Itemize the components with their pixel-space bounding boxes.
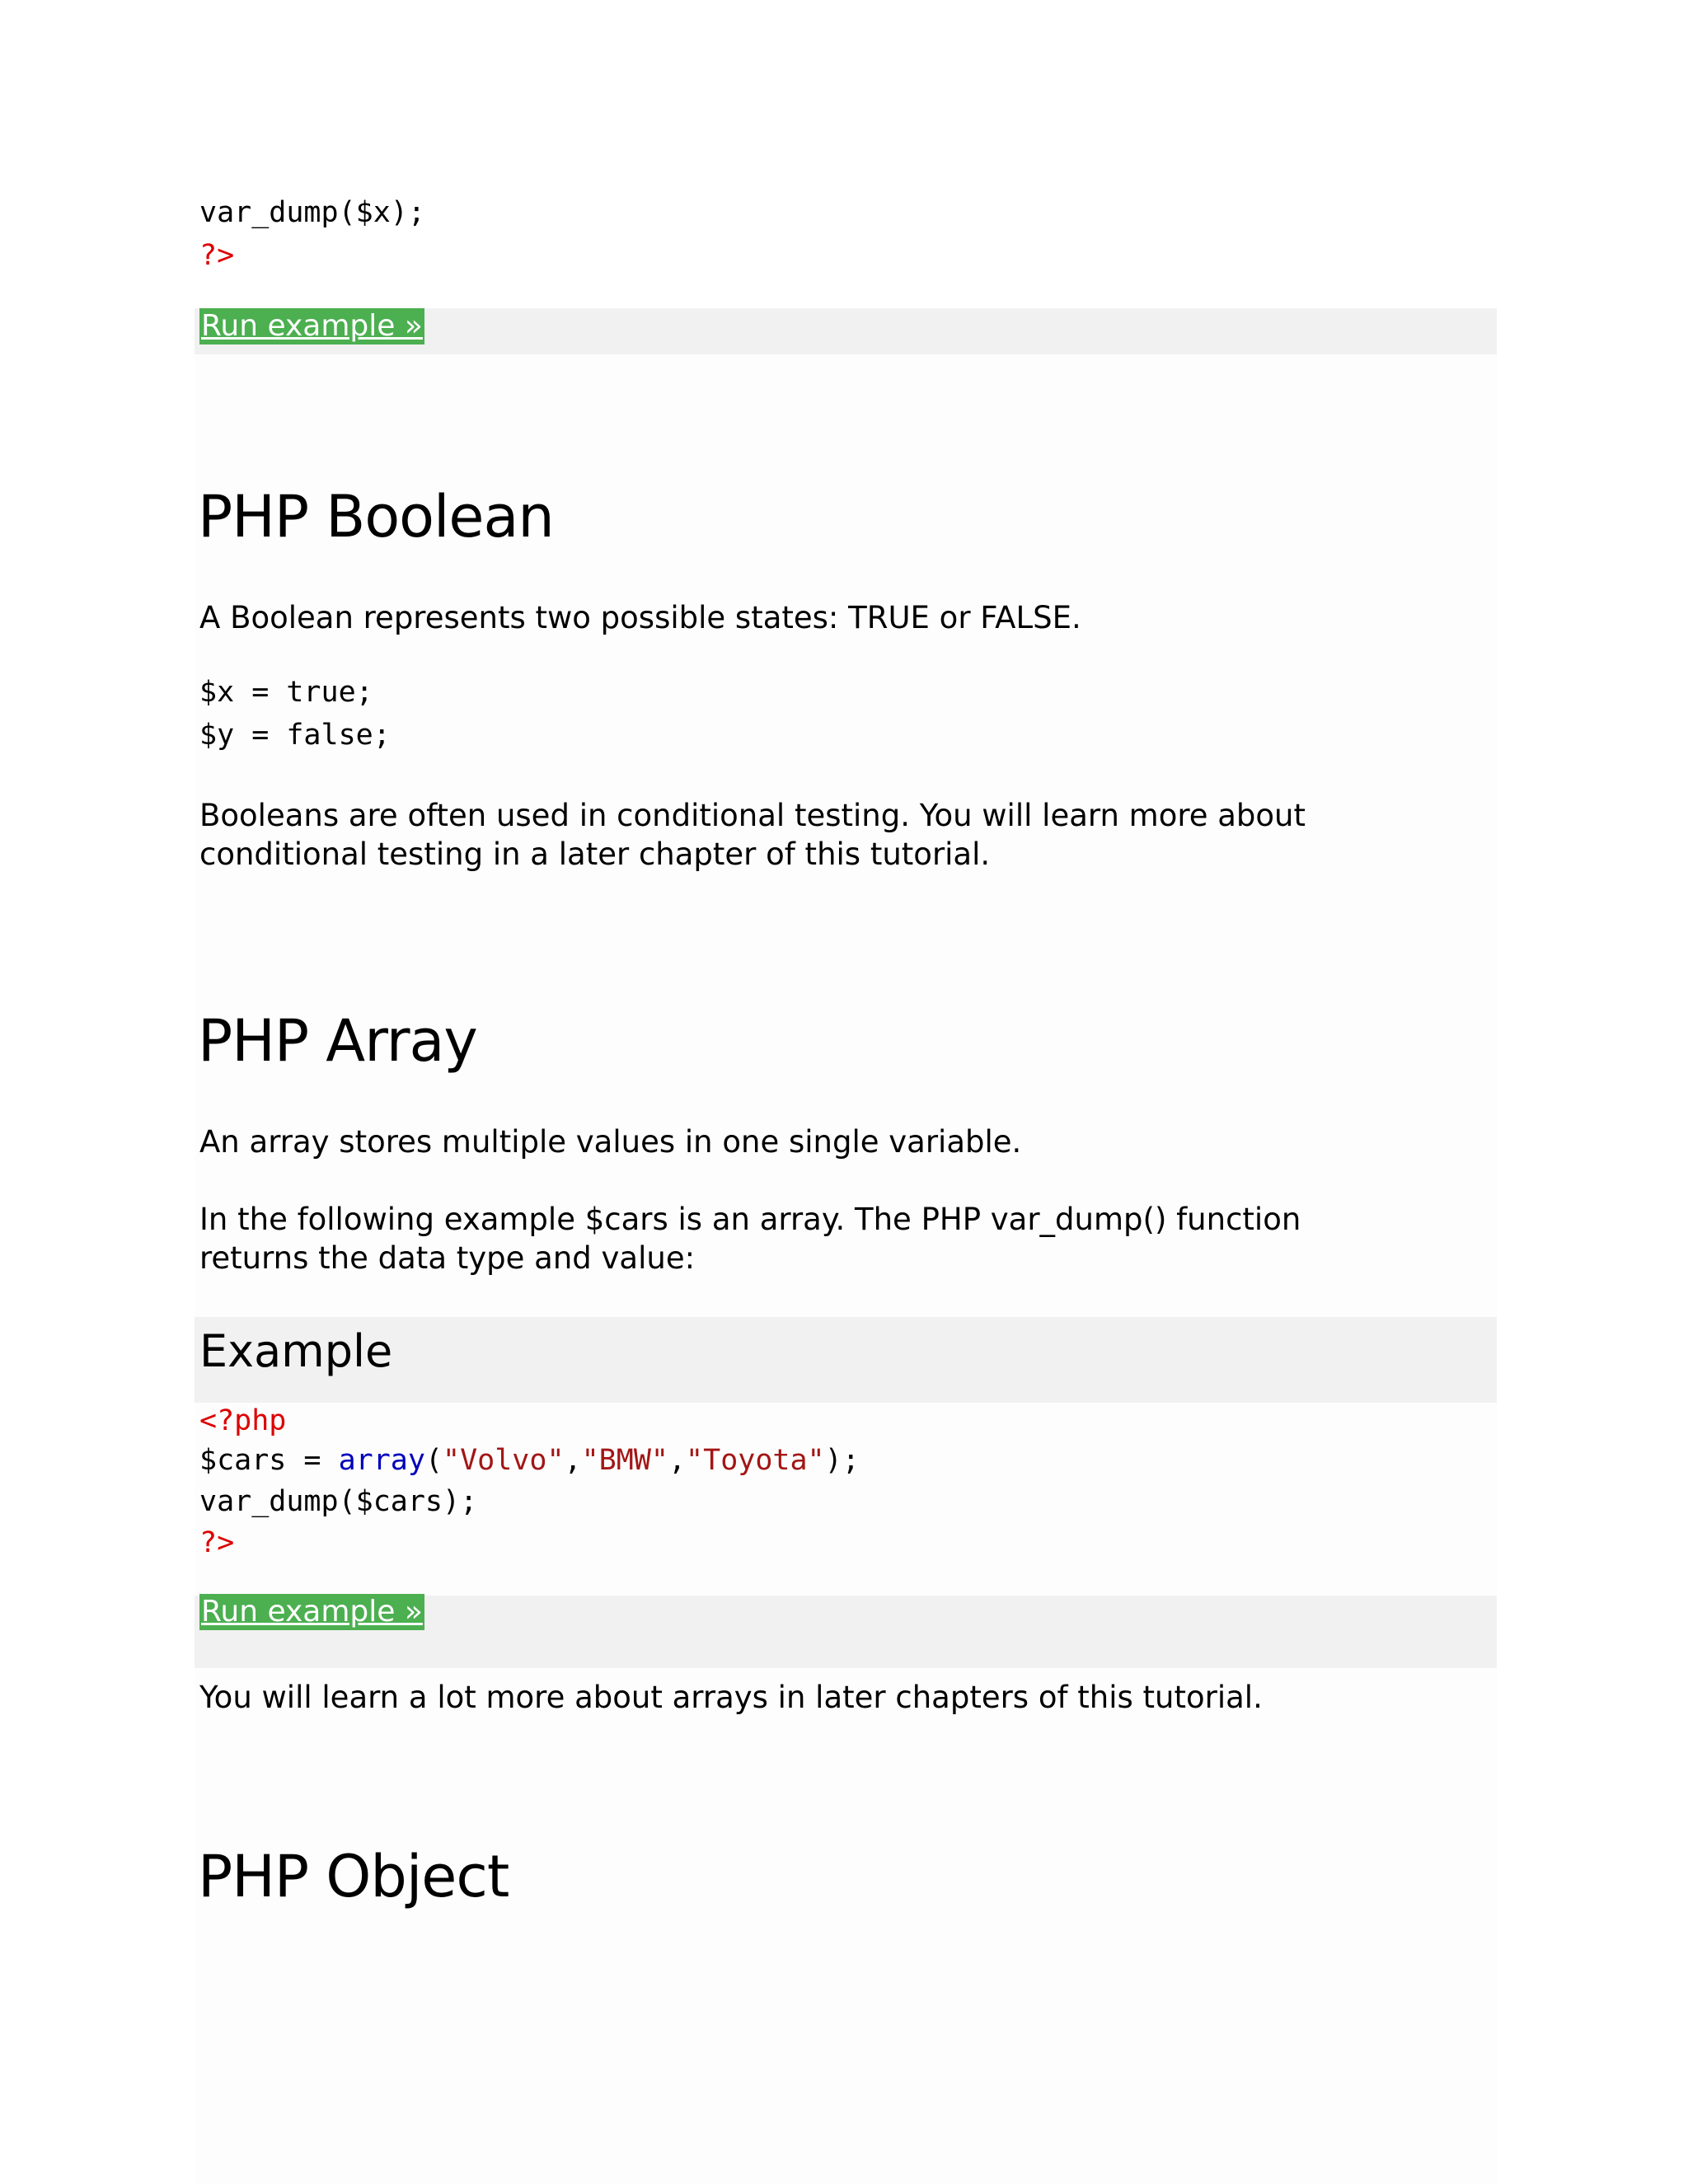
- code-punct: (: [424, 1444, 443, 1477]
- example-header: [195, 1317, 1497, 1403]
- code-line: $y = false;: [199, 719, 391, 752]
- section-heading-object: PHP Object: [198, 1843, 509, 1910]
- php-close-tag: ?>: [199, 239, 235, 272]
- run-example-button[interactable]: Run example »: [201, 1595, 423, 1629]
- code-string: "Toyota": [686, 1444, 825, 1477]
- code-string: "BMW": [581, 1444, 668, 1477]
- example-title: Example: [199, 1325, 393, 1377]
- php-close-tag: ?>: [199, 1526, 235, 1559]
- run-example-button[interactable]: Run example »: [201, 309, 423, 343]
- code-keyword: array: [338, 1444, 425, 1477]
- code-punct: );: [824, 1444, 860, 1477]
- code-punct: ,: [668, 1444, 687, 1477]
- code-line: var_dump($cars);: [199, 1485, 478, 1518]
- php-open-tag: <?php: [199, 1404, 287, 1437]
- boolean-paragraph: Booleans are often used in conditional testing. You will learn more about conditional testing in a later chapter of this tutorial.: [199, 798, 1306, 872]
- code-line: var_dump($x);: [199, 196, 425, 229]
- code-punct: ,: [564, 1444, 582, 1477]
- code-variable: $cars =: [199, 1444, 339, 1477]
- array-paragraph: In the following example $cars is an array. The PHP var_dump() function returns the data type and value:: [199, 1202, 1301, 1276]
- section-heading-array: PHP Array: [198, 1007, 477, 1075]
- boolean-intro: A Boolean represents two possible states: TRUE or FALSE.: [199, 600, 1081, 635]
- array-after-text: You will learn a lot more about arrays in later chapters of this tutorial.: [199, 1680, 1263, 1715]
- section-heading-boolean: PHP Boolean: [198, 483, 554, 551]
- code-string: "Volvo": [443, 1444, 565, 1477]
- code-line: [199, 1439, 860, 1482]
- array-intro: An array stores multiple values in one single variable.: [199, 1124, 1022, 1160]
- code-line: $x = true;: [199, 676, 373, 709]
